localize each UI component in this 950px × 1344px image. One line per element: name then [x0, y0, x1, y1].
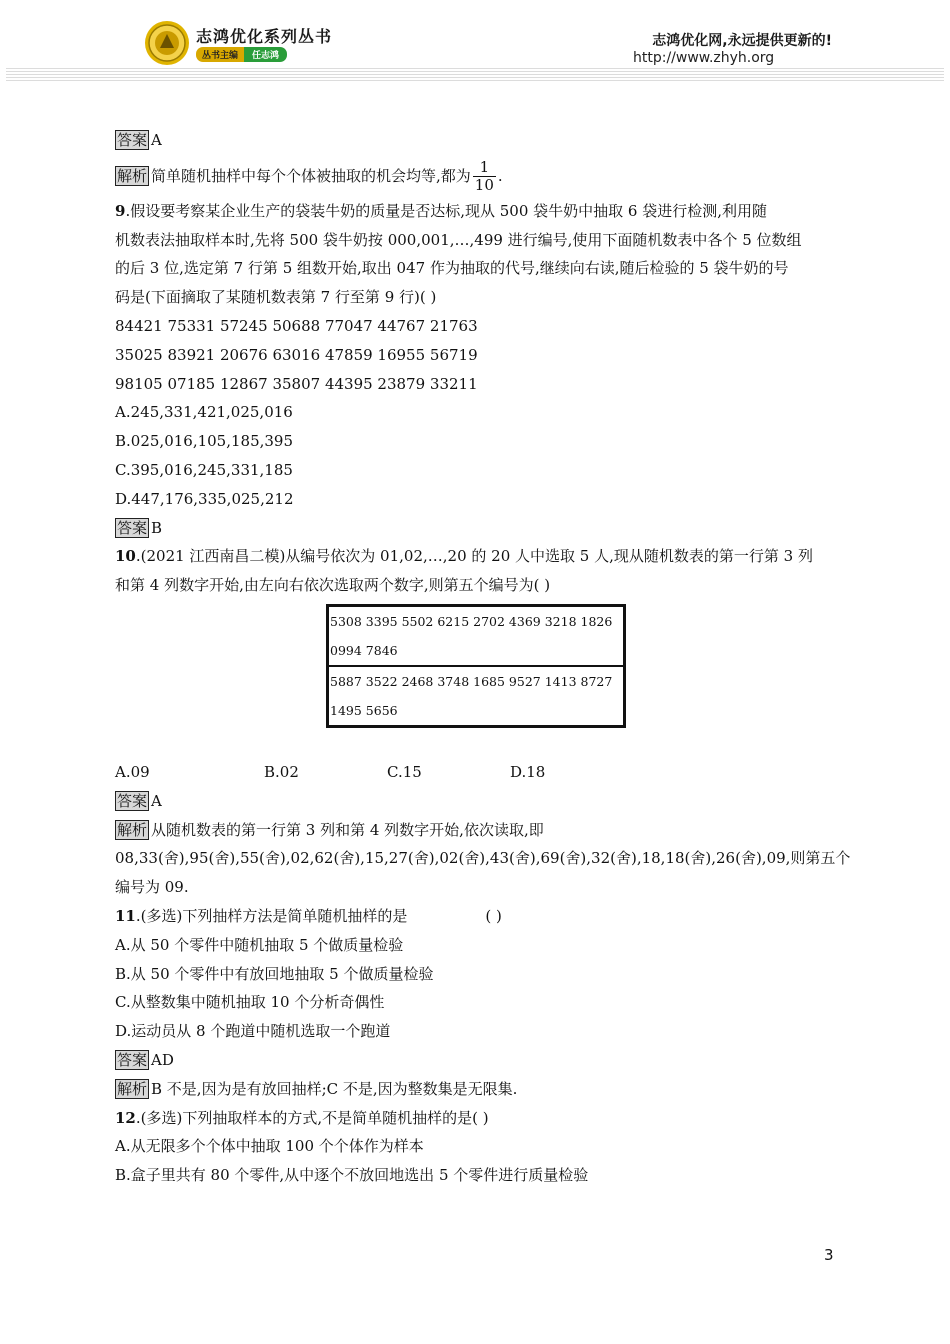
- q9-stem-line: [115, 197, 837, 226]
- q11-answer: [115, 1046, 837, 1075]
- site-url-link[interactable]: http://www.zhyh.org: [633, 50, 775, 66]
- question-number: 12: [115, 1108, 136, 1127]
- analysis-label: 解析: [117, 1079, 148, 1098]
- q10-answer: [115, 787, 837, 816]
- analysis-end: .: [497, 166, 503, 185]
- answer-label: 答案: [117, 791, 148, 810]
- stem-text: .假设要考察某企业生产的袋装牛奶的质量是否达标,现从 500 袋牛奶中抽取 6 袋进行检测,利用随: [125, 201, 767, 220]
- q9-answer: [115, 514, 837, 543]
- fraction: [473, 159, 496, 194]
- option-c: C.15: [387, 762, 422, 781]
- option-d: D.运动员从 8 个跑道中随机选取一个跑道: [115, 1022, 391, 1041]
- header-divider: [6, 68, 944, 82]
- answer-label: 答案: [117, 518, 148, 537]
- q10-stem-line: 和第 4 列数字开始,由左向右依次选取两个数字,则第五个编号为( ): [115, 576, 551, 595]
- question-number: 10: [115, 547, 136, 566]
- random-table-row: 84421 75331 57245 50688 77047 44767 21763: [115, 316, 478, 335]
- option-c: C.从整数集中随机抽取 10 个分析奇偶性: [115, 993, 385, 1012]
- random-table-row: 35025 83921 20676 63016 47859 16955 56719: [115, 345, 478, 364]
- answer-label: 答案: [117, 131, 148, 149]
- q9-stem-line: 机数表法抽取样本时,先将 500 袋牛奶按 000,001,…,499 进行编号,使用下面随机数表中各个 5 位数组: [115, 230, 802, 249]
- page-header: [0, 0, 950, 90]
- analysis-text: 从随机数表的第一行第 3 列和第 4 列数字开始,依次读取,即: [151, 820, 544, 839]
- analysis-label: 解析: [117, 166, 148, 185]
- q10-options: [115, 758, 837, 787]
- page-content: [115, 126, 851, 1190]
- answer-value: B: [151, 518, 163, 537]
- option-a: A.从 50 个零件中随机抽取 5 个做质量检验: [115, 935, 404, 954]
- question-number: 11: [115, 906, 136, 925]
- option-b: B.025,016,105,185,395: [115, 432, 294, 451]
- analysis-line: 08,33(舍),95(舍),55(舍),02,62(舍),15,27(舍),02(舍),43(舍),69(舍),32(舍),18,18(舍),26(舍),09,则第五个: [115, 849, 851, 868]
- answer-label: 答案: [117, 1050, 148, 1069]
- fraction-denominator: 10: [474, 176, 494, 195]
- publisher-logo-icon: [144, 20, 190, 66]
- brand-sub-key: 丛书主编: [196, 47, 244, 62]
- q10-stem-line: [115, 542, 837, 571]
- q9-stem-line: 的后 3 位,选定第 7 行第 5 组数开始,取出 047 作为抽取的代号,继续向右读,随后检验的 5 袋牛奶的号: [115, 259, 789, 278]
- random-table-row: 5887 3522 2468 3748 1685 9527 1413 8727 1495 5656: [329, 665, 623, 725]
- option-c: C.395,016,245,331,185: [115, 460, 293, 479]
- answer-blank: ( ): [485, 906, 502, 925]
- random-number-table: [326, 604, 626, 728]
- answer-value: A: [151, 791, 162, 810]
- site-slogan: 志鸿优化网,永远提供更新的!: [652, 33, 832, 49]
- random-table-row: 98105 07185 12867 35807 44395 23879 33211: [115, 374, 478, 393]
- brand-subtitle: [196, 47, 287, 61]
- analysis-text: 简单随机抽样中每个个体被抽取的机会均等,都为: [151, 166, 471, 185]
- option-a: A.245,331,421,025,016: [115, 403, 293, 422]
- page-number: 3: [824, 1246, 834, 1264]
- q9-stem-line: 码是(下面摘取了某随机数表第 7 行至第 9 行)( ): [115, 288, 437, 307]
- option-d: D.447,176,335,025,212: [115, 489, 294, 508]
- random-table-row: 5308 3395 5502 6215 2702 4369 3218 1826 0994 7846: [330, 613, 613, 658]
- option-d: D.18: [510, 762, 546, 781]
- q11-analysis: [115, 1075, 837, 1104]
- fraction-numerator: 1: [473, 159, 496, 177]
- stem-text: .(多选)下列抽样方法是简单随机抽样的是: [135, 906, 408, 925]
- q11-stem: [115, 902, 837, 931]
- answer-value: AD: [151, 1050, 174, 1069]
- stem-text: .(2021 江西南昌二模)从编号依次为 01,02,…,20 的 20 人中选取 5 人,现从随机数表的第一行第 3 列: [135, 547, 813, 566]
- option-b: B.盒子里共有 80 个零件,从中逐个不放回地选出 5 个零件进行质量检验: [115, 1166, 589, 1185]
- question-number: 9: [115, 201, 126, 220]
- q8-answer: [115, 126, 837, 155]
- stem-text: .(多选)下列抽取样本的方式,不是简单随机抽样的是( ): [135, 1108, 489, 1127]
- spacer: [115, 728, 837, 758]
- option-a: A.从无限多个个体中抽取 100 个个体作为样本: [115, 1137, 424, 1156]
- option-b: B.从 50 个零件中有放回地抽取 5 个做质量检验: [115, 964, 434, 983]
- analysis-line: 编号为 09.: [115, 878, 189, 897]
- analysis-label: 解析: [117, 820, 148, 839]
- q8-analysis: [115, 155, 837, 197]
- answer-value: A: [151, 131, 162, 149]
- option-b: B.02: [264, 762, 299, 781]
- q10-analysis: [115, 816, 837, 845]
- analysis-text: B 不是,因为是有放回抽样;C 不是,因为整数集是无限集.: [151, 1079, 518, 1098]
- brand-title: 志鸿优化系列丛书: [196, 27, 333, 46]
- option-a: A.09: [115, 762, 150, 781]
- q12-stem: [115, 1104, 837, 1133]
- brand-sub-value: 任志鸿: [244, 47, 287, 62]
